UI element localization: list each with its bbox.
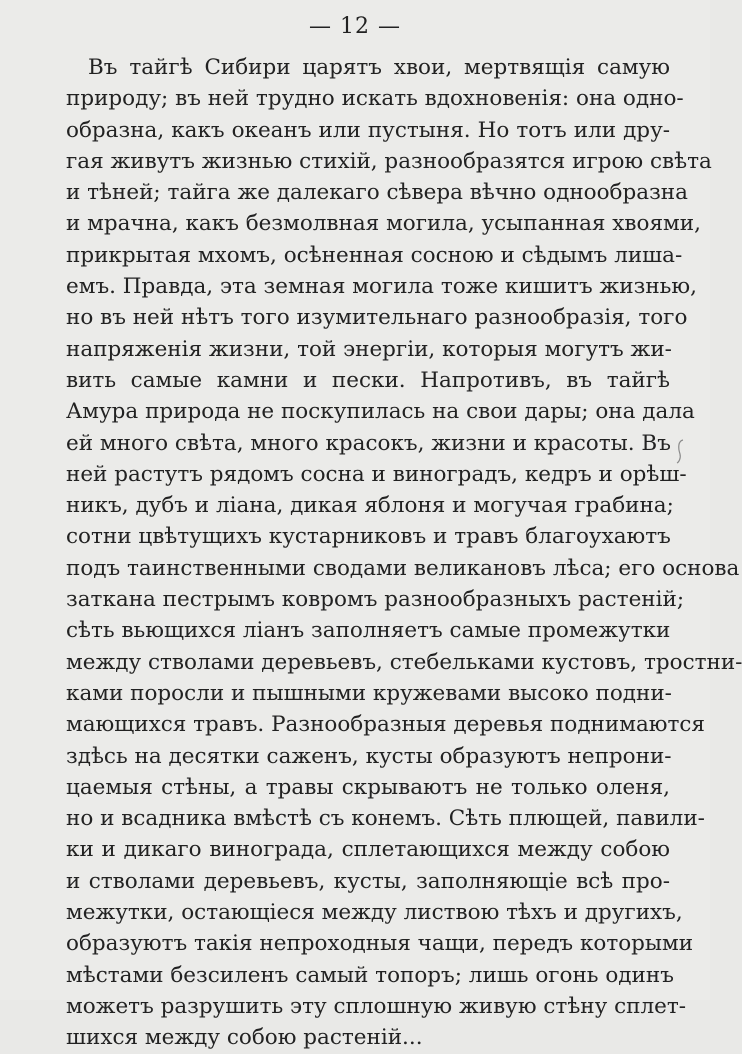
text-line: и тѣней; тайга же далекаго сѣвера вѣчно однообразна (66, 180, 688, 206)
body-text (66, 52, 742, 1054)
text-line: цаемыя стѣны, а травы скрываютъ не только оленя, (66, 774, 670, 800)
text-line: ками поросли и пышными кружевами высоко подни- (66, 680, 672, 706)
text-line: сотни цвѣтущихъ кустарниковъ и травъ благоухаютъ (66, 524, 671, 550)
text-line: ней растутъ рядомъ сосна и виноградъ, кедръ и орѣш- (66, 461, 687, 487)
text-line: мѣстами безсиленъ самый топоръ; лишь огонь одинъ (66, 962, 674, 988)
text-line: напряженія жизни, той энергіи, которыя могутъ жи- (66, 336, 672, 362)
text-line: образна, какъ океанъ или пустыня. Но тотъ или дру- (66, 117, 670, 143)
text-line: между стволами деревьевъ, стебельками кустовъ, тростни- (66, 649, 742, 675)
text-line: Въ тайгѣ Сибири царятъ хвои, мертвящія самую (88, 55, 670, 80)
text-line: шихся между собою растеній... (66, 1025, 423, 1051)
pencil-mark-icon (674, 438, 688, 464)
text-line: емъ. Правда, эта земная могила тоже кишитъ жизнью, (66, 274, 697, 300)
text-line: мающихся травъ. Разнообразныя деревья поднимаются (66, 712, 705, 738)
text-line: здѣсь на десятки саженъ, кусты образуютъ непрони- (66, 743, 672, 769)
text-line: сѣть вьющихся ліанъ заполняетъ самые промежутки (66, 618, 671, 644)
text-line: ки и дикаго винограда, сплетающихся между собою (66, 837, 670, 863)
page-number: — 12 — (309, 14, 401, 39)
text-line: и мрачна, какъ безмолвная могила, усыпанная хвоями, (66, 211, 701, 237)
text-line: заткана пестрымъ ковромъ разнообразныхъ растеній; (66, 587, 685, 613)
text-line: но и всадника вмѣстѣ съ конемъ. Сѣть плющей, павили- (66, 806, 705, 832)
text-line: но въ ней нѣтъ того изумительнаго разнообразія, того (66, 305, 688, 331)
text-line: вить самые камни и пески. Напротивъ, въ тайгѣ (66, 367, 670, 393)
text-line: межутки, остающіеся между листвою тѣхъ и другихъ, (66, 900, 683, 926)
text-line: гая живутъ жизнью стихій, разнообразятся игрою свѣта (66, 148, 712, 174)
text-line: и стволами деревьевъ, кусты, заполняющіе всѣ про- (66, 868, 670, 894)
text-line: ей много свѣта, много красокъ, жизни и красоты. Въ (66, 430, 671, 456)
text-line: прикрытая мхомъ, осѣненная сосною и сѣдымъ лиша- (66, 242, 683, 268)
text-line: Амура природа не поскупилась на свои дары; она дала (66, 399, 695, 425)
text-line: можетъ разрушить эту сплошную живую стѣну сплет- (66, 993, 687, 1019)
text-line: образуютъ такія непроходныя чащи, передъ которыми (66, 931, 694, 957)
text-line: природу; въ ней трудно искать вдохновенія: она одно- (66, 86, 684, 112)
text-line: никъ, дубъ и ліана, дикая яблоня и могучая грабина; (66, 493, 674, 519)
text-line: подъ таинственными сводами великановъ лѣса; его основа (66, 555, 740, 581)
